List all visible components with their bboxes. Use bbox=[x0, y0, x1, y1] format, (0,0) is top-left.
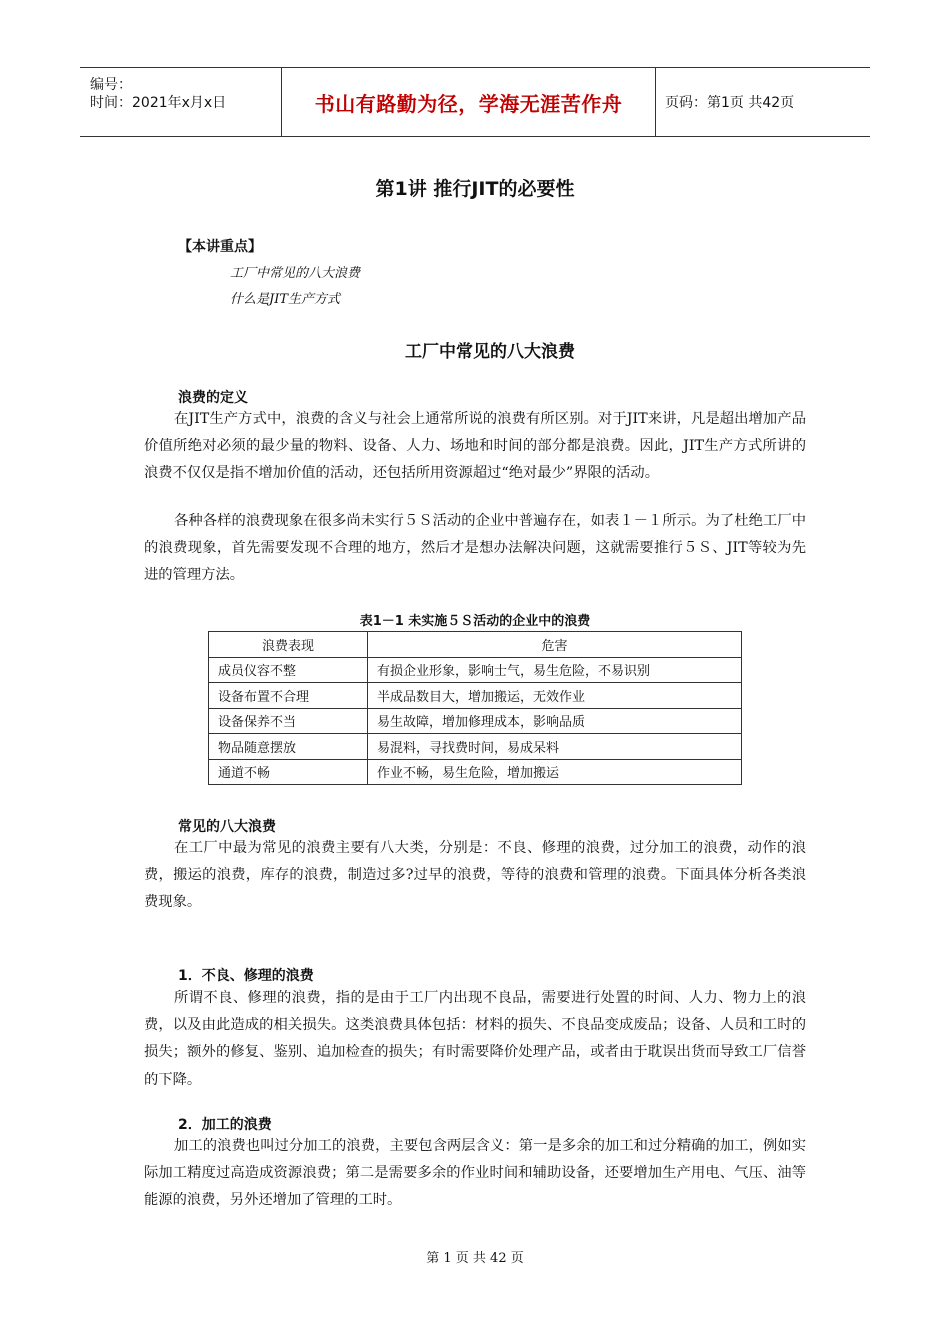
table-row bbox=[209, 759, 742, 785]
waste2-paragraph: 加工的浪费也叫过分加工的浪费，主要包含两层含义：第一是多余的加工和过分精确的加工，例如实际加工精度过高造成资源浪费；第二是需要多余的作业时间和辅助设备，还要增加生产用电、气压、油等能源的浪费，另外还增加了管理的工时。 bbox=[144, 1138, 806, 1209]
table-cell: 易生故障，增加修理成本，影响品质 bbox=[368, 708, 742, 734]
definition-heading: 浪费的定义 bbox=[178, 390, 248, 406]
page-footer: 第 1 页 共 42 页 bbox=[426, 1251, 524, 1266]
key-point-item: 什么是JIT生产方式 bbox=[230, 292, 341, 307]
table-row bbox=[209, 708, 742, 734]
table-row bbox=[209, 734, 742, 760]
header-motto-cell bbox=[281, 68, 656, 136]
key-points-heading: 【本讲重点】 bbox=[178, 239, 262, 255]
table-row bbox=[209, 657, 742, 683]
definition-paragraph-1: 在JIT生产方式中，浪费的含义与社会上通常所说的浪费有所区别。对于JIT来讲，凡是超出增加产品价值所绝对必须的最少量的物料、设备、人力、场地和时间的部分都是浪费。因此，JIT生产方式所讲的浪费不仅仅是指不增加价值的活动，还包括所用资源超过“绝对最少”界限的活动。 bbox=[144, 411, 806, 482]
header-info-cell bbox=[80, 68, 281, 136]
key-point-item: 工厂中常见的八大浪费 bbox=[230, 266, 361, 281]
table-row bbox=[209, 683, 742, 709]
table-caption: 表1－1 未实施５Ｓ活动的企业中的浪费 bbox=[359, 614, 591, 629]
table-cell: 有损企业形象，影响士气，易生危险，不易识别 bbox=[368, 657, 742, 683]
section-title: 工厂中常见的八大浪费 bbox=[405, 342, 575, 362]
table-header-cell: 危害 bbox=[368, 632, 742, 658]
definition-paragraph-2: 各种各样的浪费现象在很多尚未实行５Ｓ活动的企业中普遍存在，如表１－１所示。为了杜绝工厂中的浪费现象，首先需要发现不合理的地方，然后才是想办法解决问题，这就需要推行５Ｓ、JIT等较为先进的管理方法。 bbox=[144, 513, 806, 584]
waste2-heading: 2．加工的浪费 bbox=[178, 1117, 272, 1133]
eight-wastes-heading: 常见的八大浪费 bbox=[178, 819, 276, 835]
lecture-title: 第1讲 推行JIT的必要性 bbox=[375, 178, 575, 200]
table-cell: 设备保养不当 bbox=[209, 708, 368, 734]
eight-wastes-paragraph: 在工厂中最为常见的浪费主要有八大类，分别是：不良、修理的浪费，过分加工的浪费，动作的浪费，搬运的浪费，库存的浪费，制造过多?过早的浪费，等待的浪费和管理的浪费。下面具体分析各类浪费现象。 bbox=[144, 840, 806, 911]
page-code: 页码：第1页 共42页 bbox=[665, 95, 795, 111]
table-cell: 设备布置不合理 bbox=[209, 683, 368, 709]
table-header-cell: 浪费表现 bbox=[209, 632, 368, 658]
date-label: 时间：2021年x月x日 bbox=[90, 95, 227, 111]
table-cell: 易混料，寻找费时间，易成呆料 bbox=[368, 734, 742, 760]
document-header bbox=[80, 67, 870, 137]
header-page-cell bbox=[655, 68, 870, 136]
table-header-row bbox=[209, 632, 742, 658]
number-label: 编号： bbox=[90, 77, 132, 93]
waste1-paragraph: 所谓不良、修理的浪费，指的是由于工厂内出现不良品，需要进行处置的时间、人力、物力上的浪费，以及由此造成的相关损失。这类浪费具体包括：材料的损失、不良品变成废品；设备、人员和工时的损失；额外的修复、鉴别、追加检查的损失；有时需要降价处理产品，或者由于耽误出货而导致工厂信誉的下降。 bbox=[144, 990, 806, 1088]
table-cell: 通道不畅 bbox=[209, 759, 368, 785]
table-cell: 成员仪容不整 bbox=[209, 657, 368, 683]
table-cell: 半成品数目大，增加搬运，无效作业 bbox=[368, 683, 742, 709]
motto: 书山有路勤为径，学海无涯苦作舟 bbox=[314, 91, 623, 116]
waste-table bbox=[208, 631, 742, 785]
waste1-heading: 1．不良、修理的浪费 bbox=[178, 968, 314, 984]
table-cell: 作业不畅，易生危险，增加搬运 bbox=[368, 759, 742, 785]
table-cell: 物品随意摆放 bbox=[209, 734, 368, 760]
